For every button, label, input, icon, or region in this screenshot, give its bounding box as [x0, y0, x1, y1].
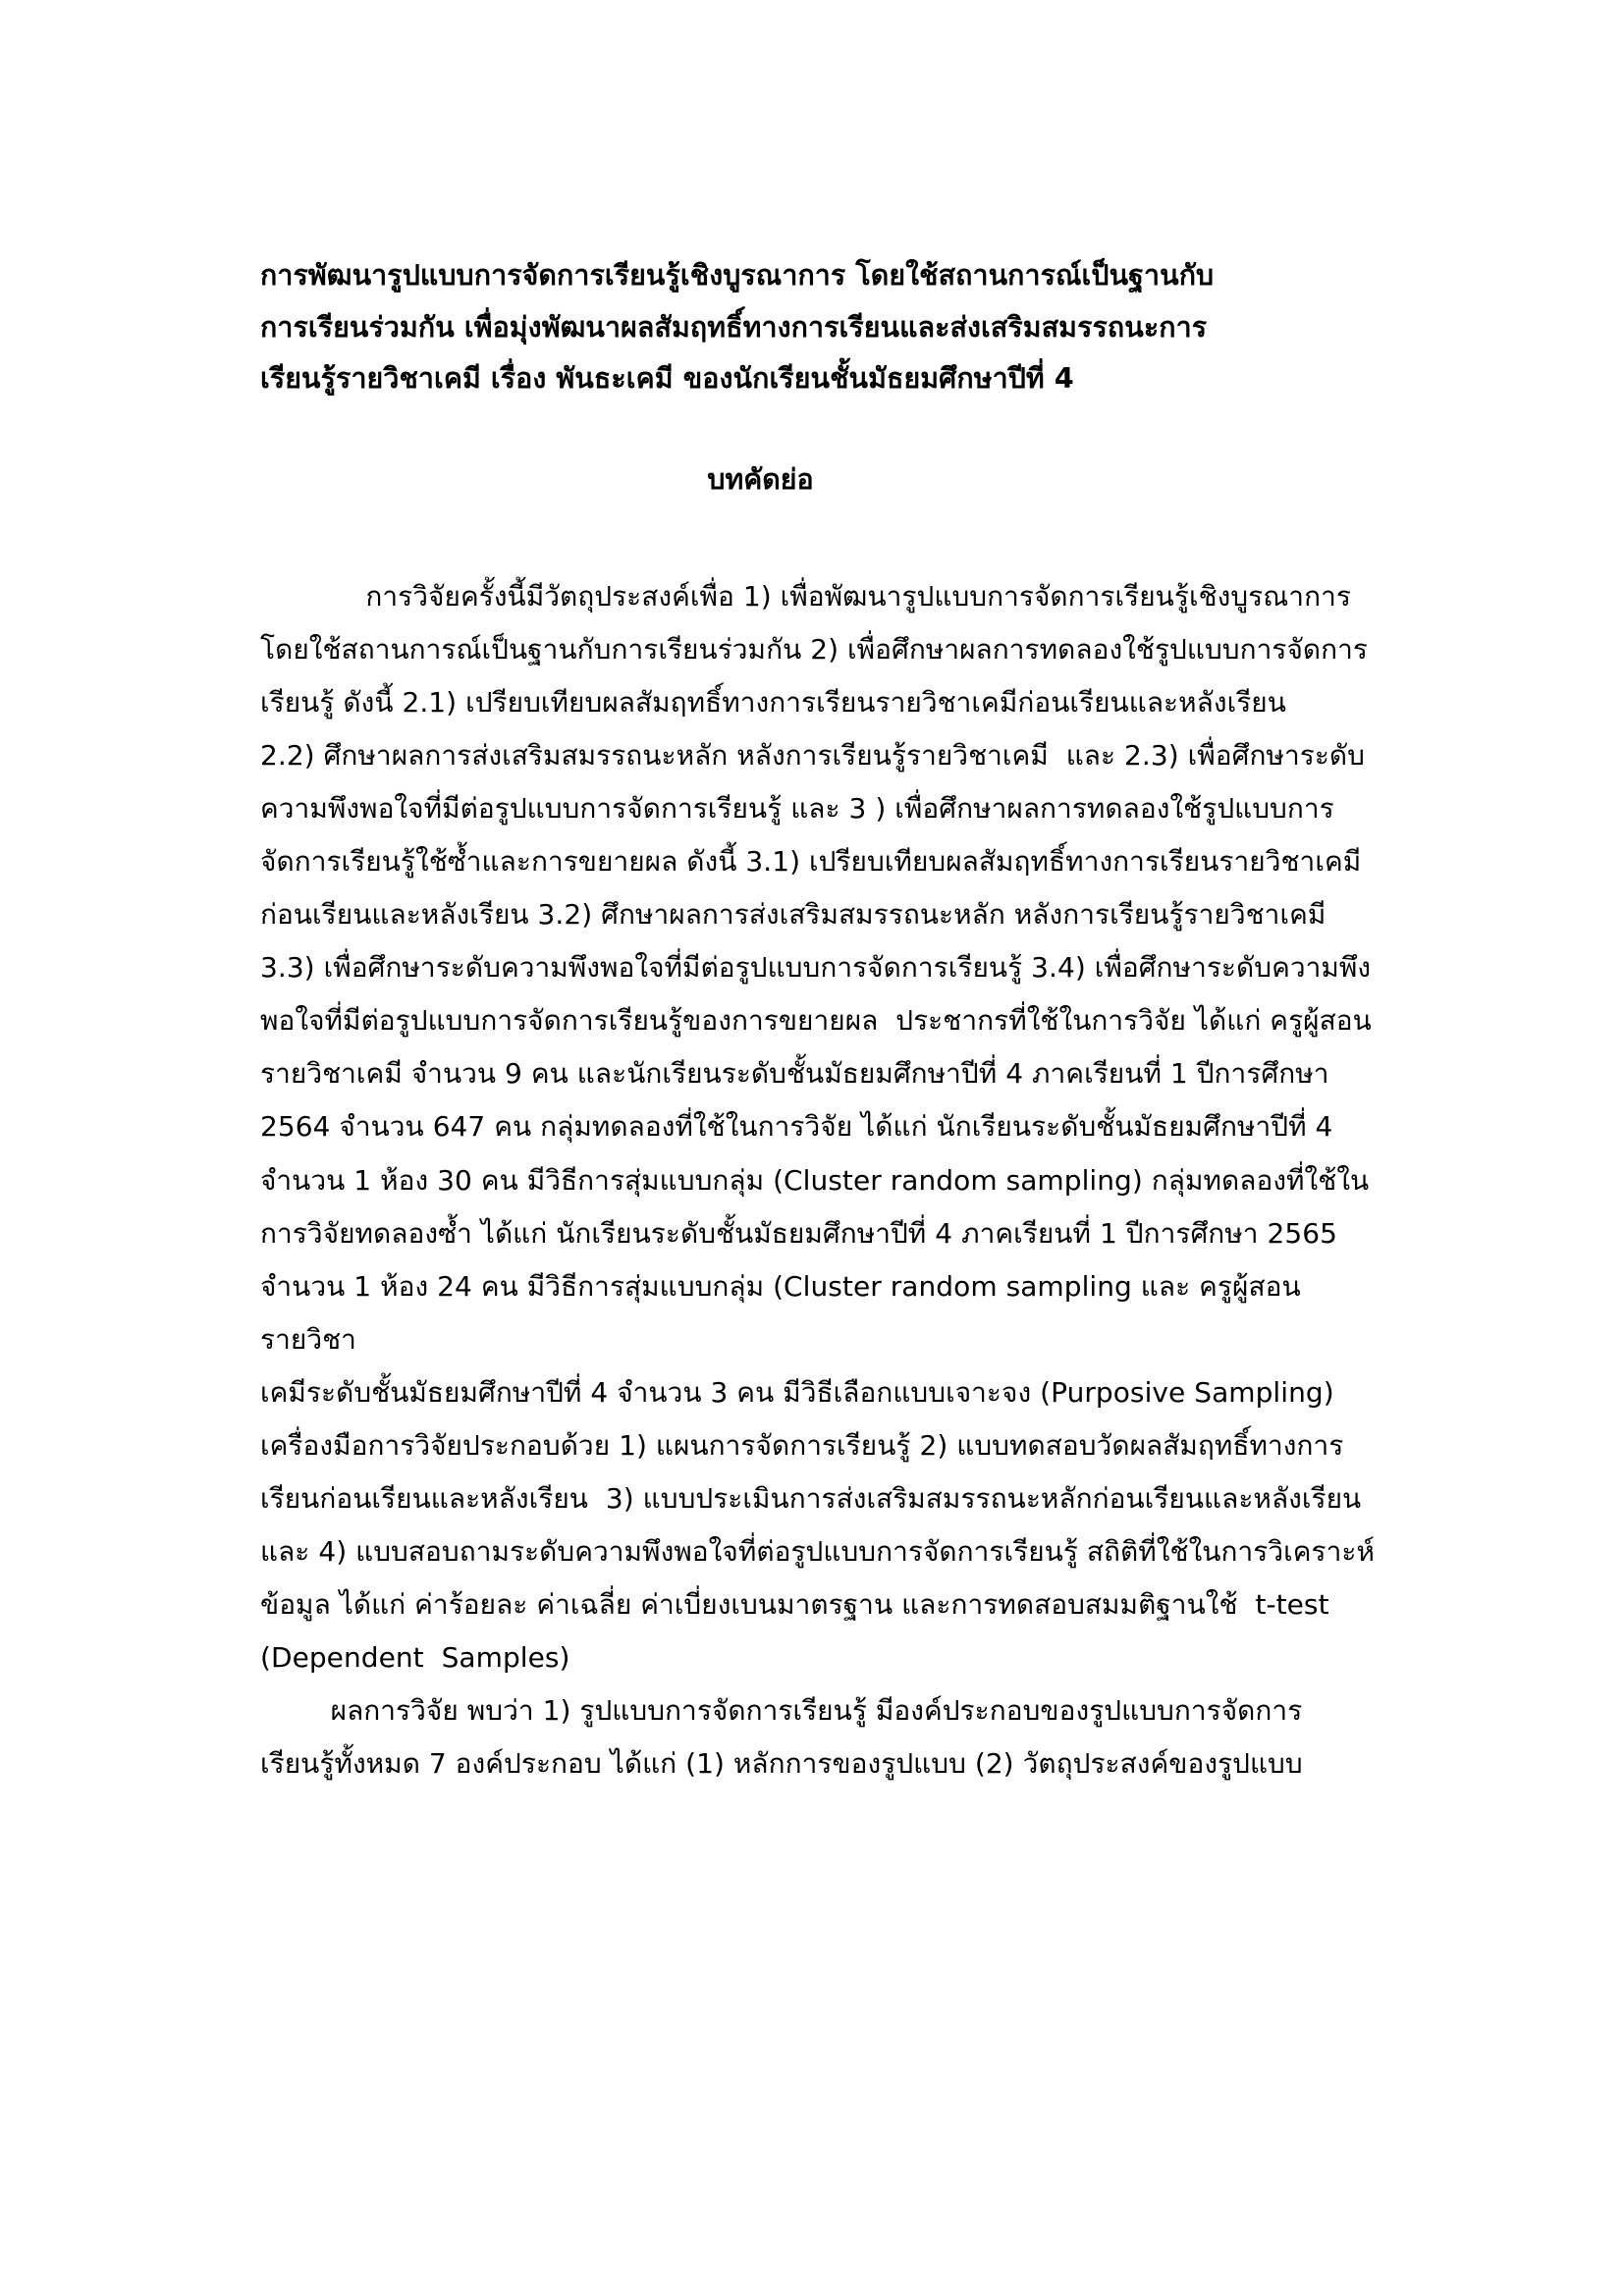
title-line-1: การพัฒนารูปแบบการจัดการเรียนรู้เชิงบูรณาการ โดยใช้สถานการณ์เป็นฐานกับ — [260, 259, 1215, 292]
paragraph-line: โดยใช้สถานการณ์เป็นฐานกับการเรียนร่วมกัน 2) เพื่อศึกษาผลการทดลองใช้รูปแบบการจัดการ — [260, 633, 1369, 667]
paragraph-line: เครื่องมือการวิจัยประกอบด้วย 1) แผนการจัดการเรียนรู้ 2) แบบทดสอบวัดผลสัมฤทธิ์ทางการ — [260, 1428, 1344, 1462]
paragraph-line: การวิจัยครั้งนี้มีวัตถุประสงค์เพื่อ 1) เพื่อพัฒนารูปแบบการจัดการเรียนรู้เชิงบูรณาการ — [260, 580, 1351, 614]
paragraph-line: 3.3) เพื่อศึกษาระดับความพึงพอใจที่มีต่อรูปแบบการจัดการเรียนรู้ 3.4) เพื่อศึกษาระดับความพึง — [260, 951, 1372, 985]
paragraph-line: เรียนรู้ ดังนี้ 2.1) เปรียบเทียบผลสัมฤทธิ์ทางการเรียนรายวิชาเคมีก่อนเรียนและหลังเรียน — [260, 686, 1286, 720]
paragraph-line: 2564 จำนวน 647 คน กลุ่มทดลองที่ใช้ในการวิจัย ได้แก่ นักเรียนระดับชั้นมัธยมศึกษาปีที่ 4 — [260, 1110, 1333, 1144]
title-line-3: เรียนรู้รายวิชาเคมี เรื่อง พันธะเคมี ของนักเรียนชั้นมัธยมศึกษาปีที่ 4 — [260, 362, 1074, 396]
paragraph-line: รายวิชาเคมี จำนวน 9 คน และนักเรียนระดับชั้นมัธยมศึกษาปีที่ 4 ภาคเรียนที่ 1 ปีการศึกษา — [260, 1057, 1329, 1091]
paragraph-line: ก่อนเรียนและหลังเรียน 3.2) ศึกษาผลการส่งเสริมสมรรถนะหลัก หลังการเรียนรู้รายวิชาเคมี — [260, 898, 1326, 932]
paragraph-line: (Dependent Samples) — [260, 1640, 570, 1674]
paragraph-line: การวิจัยทดลองซ้ำ ได้แก่ นักเรียนระดับชั้นมัธยมศึกษาปีที่ 4 ภาคเรียนที่ 1 ปีการศึกษา 2565 — [260, 1216, 1337, 1250]
paragraph-line: เรียนรู้ทั้งหมด 7 องค์ประกอบ ได้แก่ (1) หลักการของรูปแบบ (2) วัตถุประสงค์ของรูปแบบ — [260, 1746, 1303, 1780]
paragraph-line: และ 4) แบบสอบถามระดับความพึงพอใจที่ต่อรูปแบบการจัดการเรียนรู้ สถิติที่ใช้ในการวิเคราะห์ — [260, 1534, 1375, 1568]
paragraph-line: ข้อมูล ได้แก่ ค่าร้อยละ ค่าเฉลี่ย ค่าเบี่ยงเบนมาตรฐาน และการทดสอบสมมติฐานใช้ t-test — [260, 1587, 1329, 1621]
paragraph-line: เคมีระดับชั้นมัธยมศึกษาปีที่ 4 จำนวน 3 คน มีวิธีเลือกแบบเจาะจง (Purposive Sampling) — [260, 1375, 1334, 1409]
paragraph-line: จำนวน 1 ห้อง 24 คน มีวิธีการสุ่มแบบกลุ่ม (Cluster random sampling และ ครูผู้สอนรายวิชา — [260, 1269, 1301, 1356]
abstract-body — [260, 570, 1379, 1790]
paragraph-line: ความพึงพอใจที่มีต่อรูปแบบการจัดการเรียนรู้ และ 3 ) เพื่อศึกษาผลการทดลองใช้รูปแบบการ — [260, 792, 1334, 826]
paragraph-line: 2.2) ศึกษาผลการส่งเสริมสมรรถนะหลัก หลังการเรียนรู้รายวิชาเคมี และ 2.3) เพื่อศึกษาระดับ — [260, 739, 1365, 773]
abstract-heading: บทคัดย่อ — [707, 463, 814, 497]
paragraph-line: พอใจที่มีต่อรูปแบบการจัดการเรียนรู้ของการขยายผล ประชากรที่ใช้ในการวิจัย ได้แก่ ครูผู้สอน — [260, 1004, 1372, 1038]
page-title — [260, 250, 1379, 405]
paragraph-line: จำนวน 1 ห้อง 30 คน มีวิธีการสุ่มแบบกลุ่ม (Cluster random sampling) กลุ่มทดลองที่ใช้ใน — [260, 1163, 1370, 1197]
paragraph-line: ผลการวิจัย พบว่า 1) รูปแบบการจัดการเรียนรู้ มีองค์ประกอบของรูปแบบการจัดการ — [260, 1693, 1303, 1727]
paragraph-line: จัดการเรียนรู้ใช้ซ้ำและการขยายผล ดังนี้ 3.1) เปรียบเทียบผลสัมฤทธิ์ทางการเรียนรายวิชาเคมี — [260, 845, 1362, 879]
title-line-2: การเรียนร่วมกัน เพื่อมุ่งพัฒนาผลสัมฤทธิ์ทางการเรียนและส่งเสริมสมรรถนะการ — [260, 310, 1208, 344]
abstract-paragraph-1 — [260, 570, 1379, 1684]
abstract-paragraph-2 — [260, 1684, 1379, 1790]
paragraph-line: เรียนก่อนเรียนและหลังเรียน 3) แบบประเมินการส่งเสริมสมรรถนะหลักก่อนเรียนและหลังเรียน — [260, 1481, 1362, 1515]
